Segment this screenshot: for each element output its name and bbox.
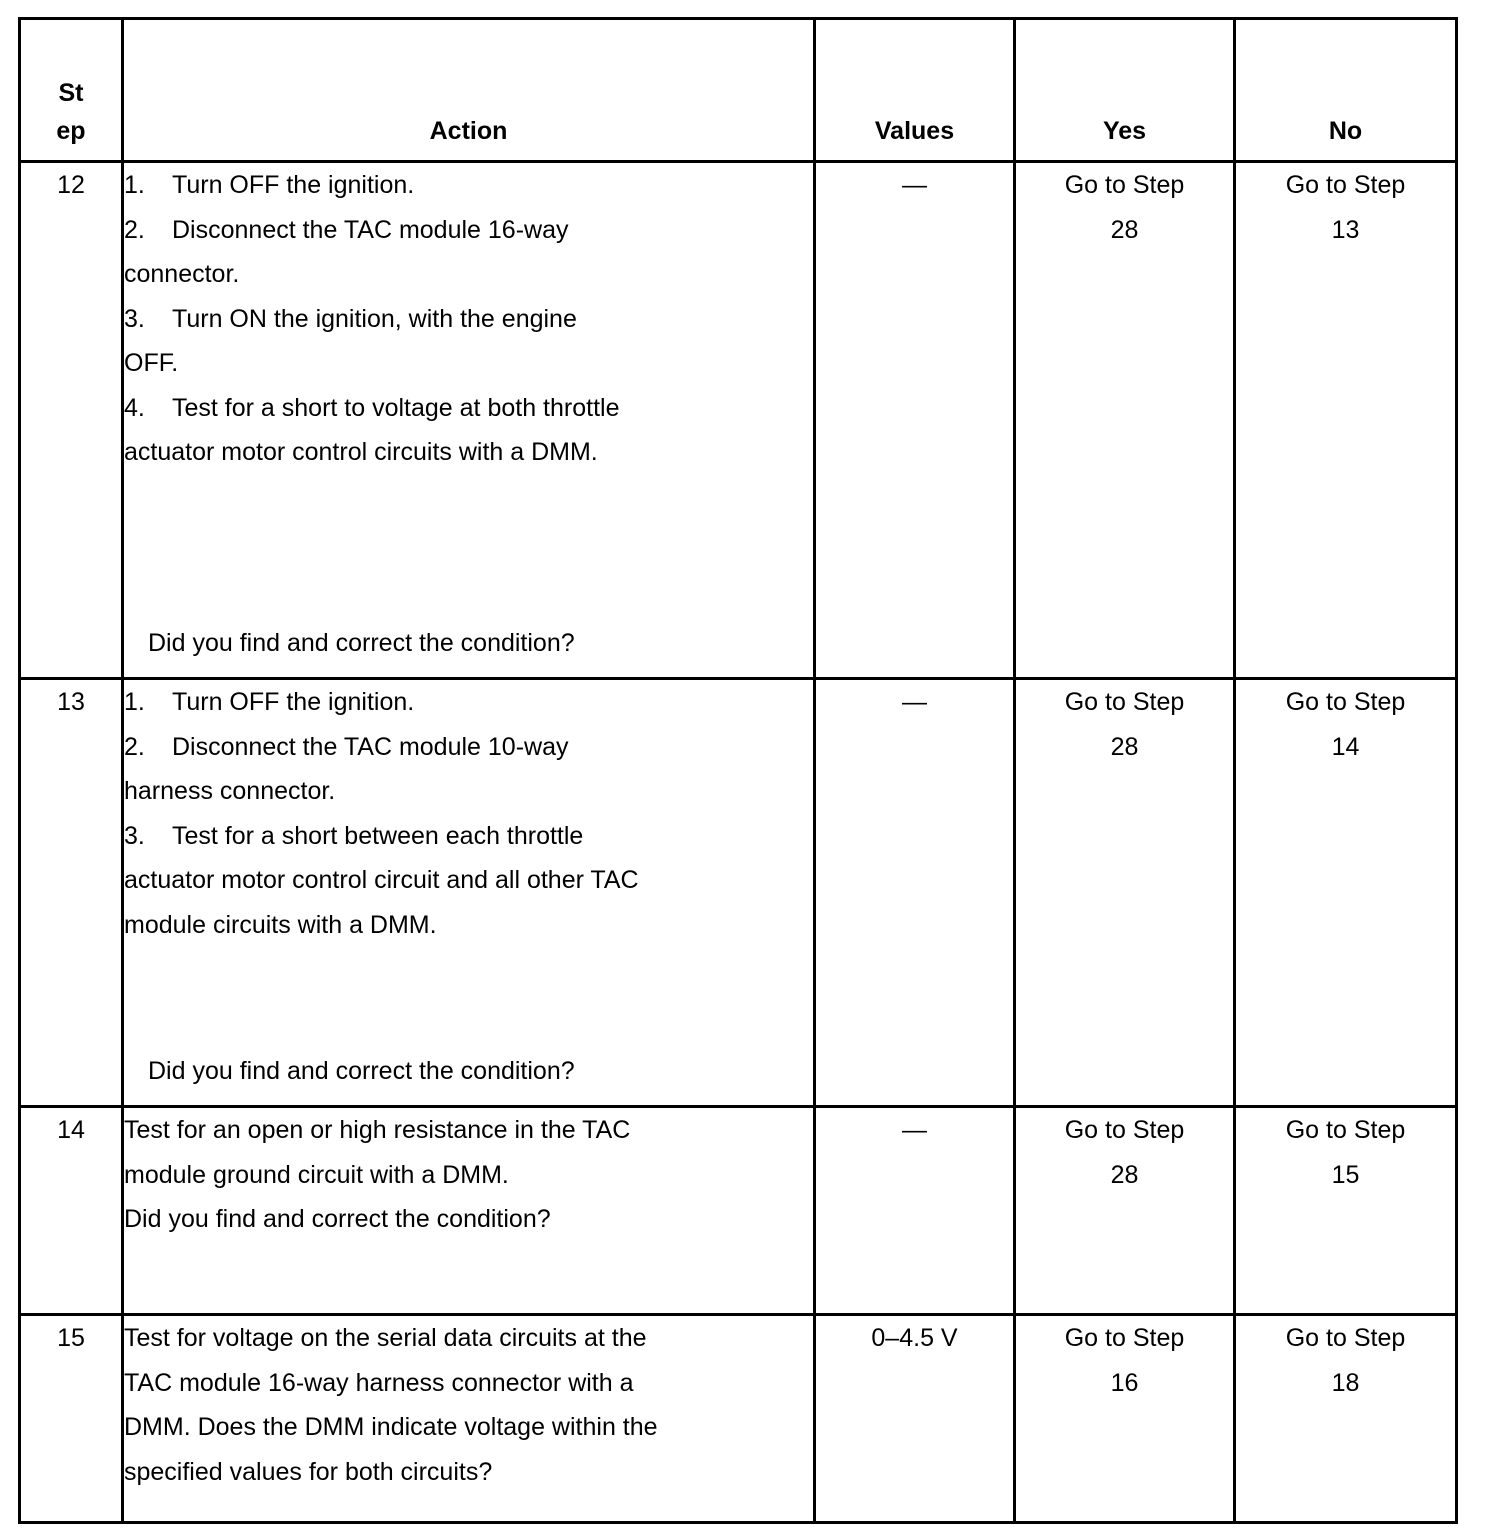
table-row xyxy=(20,1107,1457,1315)
no-goto-label: Go to Step xyxy=(1285,1116,1406,1144)
yes-goto-step: 28 xyxy=(1110,732,1139,761)
step-number: 13 xyxy=(20,679,123,1107)
action-line xyxy=(124,769,813,814)
header-values: Values xyxy=(815,19,1015,162)
no-cell xyxy=(1235,1315,1457,1523)
action-line xyxy=(124,163,813,208)
no-goto-step: 13 xyxy=(1331,215,1360,244)
yes-goto-label: Go to Step xyxy=(1064,688,1185,716)
action-line-text: module circuits with a DMM. xyxy=(124,910,437,939)
action-line-text: actuator motor control circuit and all other TAC xyxy=(124,866,639,894)
action-line: DMM. Does the DMM indicate voltage within the xyxy=(124,1413,658,1441)
values-cell: 0–4.5 V xyxy=(815,1315,1015,1523)
step-number: 12 xyxy=(20,162,123,679)
action-cell xyxy=(123,1315,815,1523)
no-goto-step: 18 xyxy=(1331,1368,1360,1397)
values-cell: — xyxy=(815,679,1015,1107)
action-line-text: actuator motor control circuits with a DMM. xyxy=(124,438,598,466)
yes-goto-step: 16 xyxy=(1110,1368,1139,1397)
action-line-text: connector. xyxy=(124,260,240,288)
header-step-line2: ep xyxy=(56,117,86,145)
yes-cell xyxy=(1015,679,1235,1107)
action-cell xyxy=(123,162,815,679)
action-question: Did you find and correct the condition? xyxy=(148,1056,575,1085)
action-cell xyxy=(123,679,815,1107)
action-line-text: Turn OFF the ignition. xyxy=(172,171,415,199)
yes-goto-step: 28 xyxy=(1110,1160,1139,1189)
action-line-number: 3. xyxy=(124,821,145,850)
step-number: 14 xyxy=(20,1107,123,1315)
action-line-number: 2. xyxy=(124,215,145,244)
values-cell: — xyxy=(815,162,1015,679)
header-no: No xyxy=(1235,19,1457,162)
yes-goto-label: Go to Step xyxy=(1064,1324,1185,1352)
no-goto-label: Go to Step xyxy=(1285,1324,1406,1352)
yes-goto-step: 28 xyxy=(1110,215,1139,244)
action-line-number: 3. xyxy=(124,304,145,333)
no-cell xyxy=(1235,162,1457,679)
action-line: module ground circuit with a DMM. xyxy=(124,1160,509,1189)
values-cell: — xyxy=(815,1107,1015,1315)
header-step xyxy=(20,19,123,162)
action-line-number: 4. xyxy=(124,393,145,422)
action-line: Test for an open or high resistance in the TAC xyxy=(124,1116,631,1144)
action-line-text: Turn OFF the ignition. xyxy=(172,688,415,716)
header-yes: Yes xyxy=(1015,19,1235,162)
action-line xyxy=(124,680,813,725)
action-line-number: 1. xyxy=(124,171,145,199)
header-action: Action xyxy=(123,19,815,162)
action-line xyxy=(124,725,813,770)
yes-cell xyxy=(1015,1315,1235,1523)
action-question: Did you find and correct the condition? xyxy=(148,628,575,657)
step-number: 15 xyxy=(20,1315,123,1523)
action-line-text: harness connector. xyxy=(124,777,336,805)
action-line-text: Turn ON the ignition, with the engine xyxy=(172,304,577,333)
yes-goto-label: Go to Step xyxy=(1064,171,1185,199)
action-line xyxy=(124,297,813,342)
action-line xyxy=(124,208,813,253)
yes-cell xyxy=(1015,1107,1235,1315)
header-step-line1: St xyxy=(58,79,84,107)
action-cell xyxy=(123,1107,815,1315)
action-line xyxy=(124,814,813,859)
yes-goto-label: Go to Step xyxy=(1064,1116,1185,1144)
action-line-text: Disconnect the TAC module 10-way xyxy=(172,732,569,761)
action-line xyxy=(124,252,813,297)
action-line xyxy=(124,858,813,903)
action-line xyxy=(124,341,813,386)
diagnostic-table xyxy=(18,17,1458,1524)
action-line-text: Test for a short to voltage at both throttle xyxy=(172,393,620,422)
action-line-number: 2. xyxy=(124,732,145,761)
no-cell xyxy=(1235,679,1457,1107)
action-line-text: OFF. xyxy=(124,349,179,377)
yes-cell xyxy=(1015,162,1235,679)
action-line-text: Disconnect the TAC module 16-way xyxy=(172,215,569,244)
no-goto-step: 14 xyxy=(1331,732,1360,761)
table-row xyxy=(20,162,1457,679)
action-line-text: Test for a short between each throttle xyxy=(172,821,584,850)
action-line: TAC module 16-way harness connector with a xyxy=(124,1368,634,1397)
table-row xyxy=(20,1315,1457,1523)
header-row xyxy=(20,19,1457,162)
table-row xyxy=(20,679,1457,1107)
action-line-number: 1. xyxy=(124,688,145,716)
no-goto-label: Go to Step xyxy=(1285,688,1406,716)
no-goto-label: Go to Step xyxy=(1285,171,1406,199)
action-question: Did you find and correct the condition? xyxy=(124,1205,551,1233)
action-line xyxy=(124,903,813,948)
no-goto-step: 15 xyxy=(1331,1160,1360,1189)
no-cell xyxy=(1235,1107,1457,1315)
action-line xyxy=(124,430,813,475)
action-line: Test for voltage on the serial data circuits at the xyxy=(124,1324,647,1352)
action-line: specified values for both circuits? xyxy=(124,1457,493,1486)
action-line xyxy=(124,386,813,431)
